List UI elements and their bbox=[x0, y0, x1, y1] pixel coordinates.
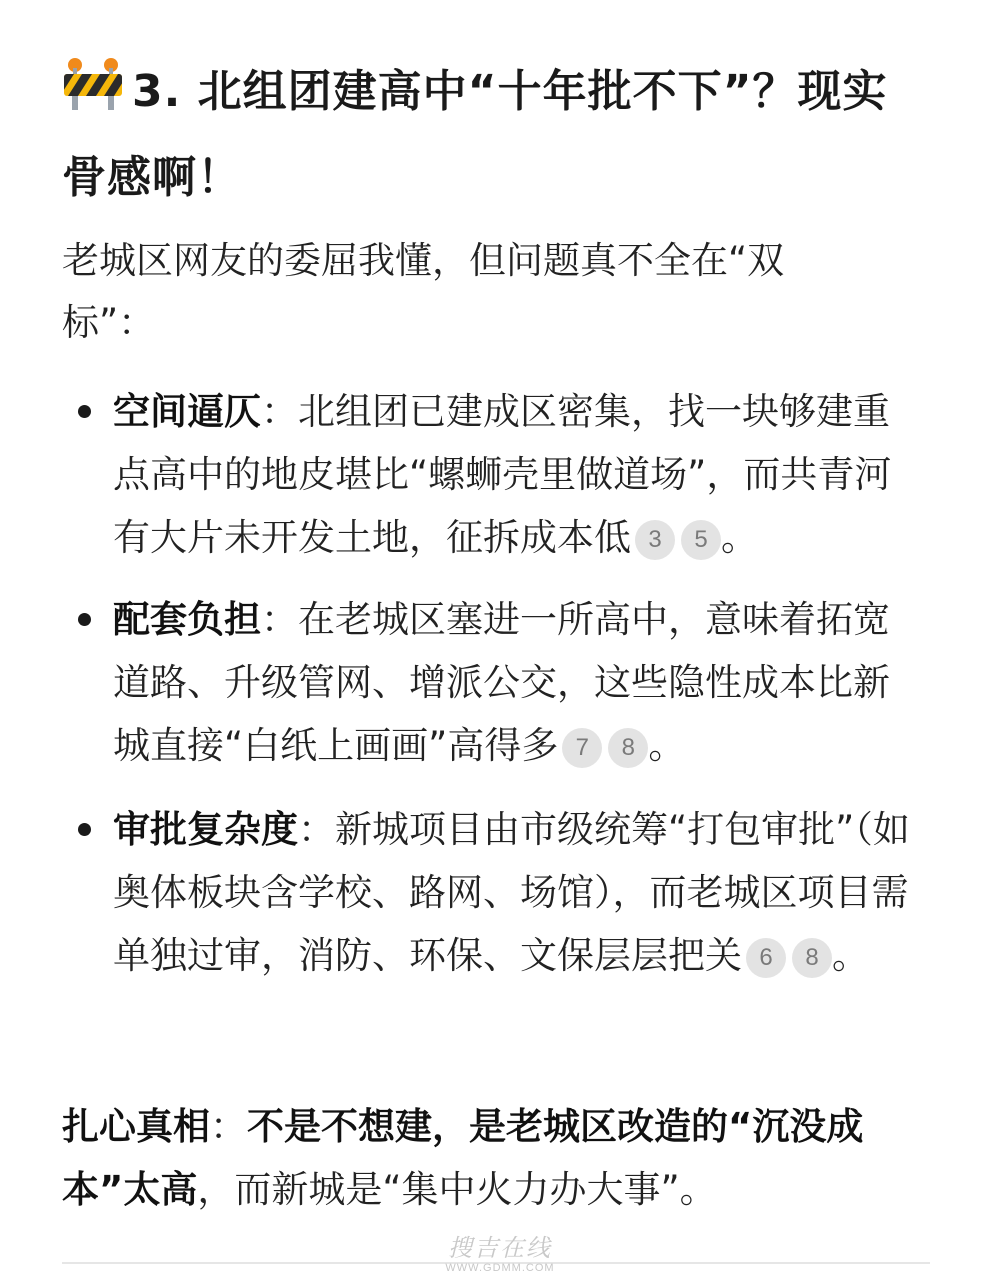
sentence-end: 。 bbox=[648, 724, 686, 767]
heading-text: 3. 北组团建高中“十年批不下”？现实骨感啊！ bbox=[62, 66, 888, 203]
citation-badge[interactable]: 6 bbox=[746, 938, 786, 978]
bullet-dot bbox=[78, 405, 91, 418]
watermark bbox=[400, 1236, 600, 1280]
citation-badge[interactable]: 8 bbox=[608, 728, 648, 768]
watermark-text: 搜吉在线 bbox=[448, 1235, 552, 1262]
conclusion-separator: ： bbox=[210, 1105, 247, 1148]
intro-paragraph: 老城区网友的委屈我懂，但问题真不全在“双标”： bbox=[62, 239, 785, 344]
list-item-body: 在老城区塞进一所高中，意味着拓宽道路、升级管网、增派公交，这些隐性成本比新城直接“白纸上画画”高得多 bbox=[113, 598, 890, 767]
sentence-end: 。 bbox=[721, 516, 758, 559]
list-item-body: 新城项目由市级统筹“打包审批”（如奥体板块含学校、路网、场馆），而老城区项目需单独过审，消防、环保、文保层层把关 bbox=[113, 808, 910, 977]
citation-badge[interactable]: 3 bbox=[635, 520, 675, 560]
conclusion-paragraph bbox=[62, 1095, 932, 1221]
citation-badge[interactable]: 7 bbox=[562, 728, 602, 768]
construction-barrier-icon bbox=[62, 56, 124, 138]
citation-badge[interactable]: 5 bbox=[681, 520, 721, 560]
sentence-end: 。 bbox=[832, 934, 869, 977]
term-separator: ： bbox=[298, 808, 335, 851]
list-item-text bbox=[113, 798, 925, 987]
term-separator: ： bbox=[261, 598, 298, 641]
list-item-term: 配套负担 bbox=[113, 598, 261, 641]
list-item-text bbox=[113, 588, 925, 777]
section-heading bbox=[62, 52, 932, 218]
bullet-dot bbox=[78, 613, 91, 626]
conclusion-lead: 扎心真相 bbox=[62, 1105, 210, 1148]
citation-badge[interactable]: 8 bbox=[792, 938, 832, 978]
watermark-url: WWW.GDMM.COM bbox=[445, 1262, 555, 1274]
list-item-term: 审批复杂度 bbox=[113, 808, 298, 851]
conclusion-emphasis: 不是不想建，是老城区改造的“沉没成本”太高 bbox=[62, 1105, 864, 1211]
list-item-body: 北组团已建成区密集，找一块够建重点高中的地皮堪比“螺蛳壳里做道场”，而共青河有大片未开发土地，征拆成本低 bbox=[113, 390, 892, 559]
list-item-text bbox=[113, 380, 925, 569]
conclusion-rest: ，而新城是“集中火力办大事”。 bbox=[197, 1168, 717, 1211]
term-separator: ： bbox=[261, 390, 298, 433]
bullet-dot bbox=[78, 823, 91, 836]
list-item-term: 空间逼仄 bbox=[113, 390, 261, 433]
